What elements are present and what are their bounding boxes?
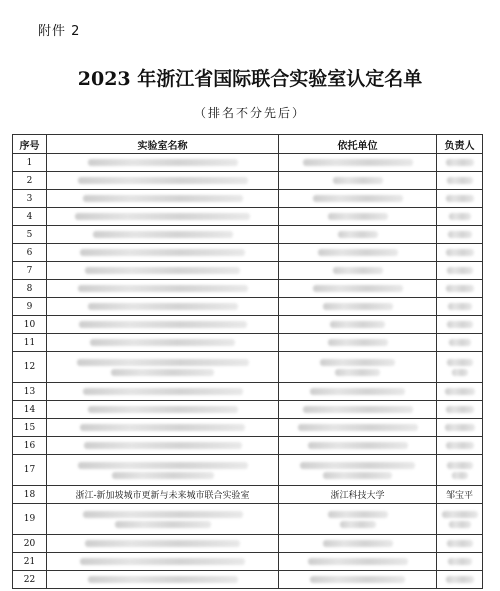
header-lab-name: 实验室名称 bbox=[47, 135, 279, 154]
redacted-text bbox=[77, 359, 249, 366]
row-number: 14 bbox=[13, 401, 47, 419]
redacted-text bbox=[85, 267, 240, 274]
redacted-text bbox=[80, 558, 245, 565]
row-number: 10 bbox=[13, 316, 47, 334]
redacted-text bbox=[318, 249, 398, 256]
lead-cell bbox=[437, 455, 483, 486]
redacted-text bbox=[320, 359, 395, 366]
row-number: 9 bbox=[13, 298, 47, 316]
host-org-cell bbox=[279, 352, 437, 383]
host-org-cell bbox=[279, 298, 437, 316]
table-row bbox=[13, 504, 483, 535]
redacted-text bbox=[313, 195, 403, 202]
redacted-text bbox=[330, 321, 385, 328]
redacted-text bbox=[447, 321, 473, 328]
redacted-text bbox=[449, 213, 471, 220]
lab-name-cell bbox=[47, 244, 279, 262]
host-org-cell bbox=[279, 553, 437, 571]
lab-name-cell bbox=[47, 208, 279, 226]
redacted-text bbox=[308, 558, 408, 565]
lab-name-cell: 浙江-新加坡城市更新与未来城市联合实验室 bbox=[47, 486, 279, 504]
lab-name-cell bbox=[47, 437, 279, 455]
host-org-cell bbox=[279, 401, 437, 419]
redacted-text bbox=[78, 285, 248, 292]
table-row bbox=[13, 486, 483, 504]
lead-cell bbox=[437, 504, 483, 535]
host-org-cell: 浙江科技大学 bbox=[279, 486, 437, 504]
redacted-text bbox=[111, 369, 214, 376]
redacted-text bbox=[83, 511, 243, 518]
table-row bbox=[13, 190, 483, 208]
redacted-text bbox=[88, 159, 238, 166]
lab-name-cell bbox=[47, 535, 279, 553]
redacted-text bbox=[449, 521, 471, 528]
redacted-text bbox=[448, 558, 472, 565]
redacted-text bbox=[323, 303, 393, 310]
host-org-cell bbox=[279, 535, 437, 553]
redacted-text bbox=[85, 540, 240, 547]
row-number: 8 bbox=[13, 280, 47, 298]
redacted-text bbox=[446, 195, 474, 202]
row-number: 13 bbox=[13, 383, 47, 401]
redacted-text bbox=[333, 177, 383, 184]
host-org-cell bbox=[279, 504, 437, 535]
redacted-text bbox=[75, 213, 250, 220]
host-org-cell bbox=[279, 383, 437, 401]
lab-name-cell bbox=[47, 401, 279, 419]
host-org-cell bbox=[279, 172, 437, 190]
redacted-text bbox=[303, 159, 413, 166]
row-number: 21 bbox=[13, 553, 47, 571]
host-org-cell bbox=[279, 280, 437, 298]
redacted-text bbox=[340, 521, 376, 528]
lead-cell bbox=[437, 208, 483, 226]
lead-cell bbox=[437, 401, 483, 419]
redacted-text bbox=[447, 359, 473, 366]
table-row bbox=[13, 352, 483, 383]
table-row bbox=[13, 298, 483, 316]
table-row bbox=[13, 172, 483, 190]
lab-name-cell bbox=[47, 419, 279, 437]
lead-cell bbox=[437, 190, 483, 208]
lead-cell bbox=[437, 553, 483, 571]
redacted-text bbox=[328, 213, 388, 220]
host-org-cell bbox=[279, 226, 437, 244]
row-number: 1 bbox=[13, 154, 47, 172]
redacted-text bbox=[84, 442, 242, 449]
table-row bbox=[13, 571, 483, 589]
host-org-cell bbox=[279, 437, 437, 455]
row-number: 11 bbox=[13, 334, 47, 352]
lead-cell bbox=[437, 226, 483, 244]
host-org-cell bbox=[279, 571, 437, 589]
redacted-text bbox=[78, 462, 248, 469]
redacted-text bbox=[452, 472, 468, 479]
redacted-text bbox=[446, 576, 474, 583]
row-number: 22 bbox=[13, 571, 47, 589]
lead-cell bbox=[437, 298, 483, 316]
row-number: 3 bbox=[13, 190, 47, 208]
table-row bbox=[13, 316, 483, 334]
redacted-text bbox=[310, 576, 405, 583]
lead-cell bbox=[437, 172, 483, 190]
lab-name-cell bbox=[47, 334, 279, 352]
lead-cell bbox=[437, 154, 483, 172]
redacted-text bbox=[446, 442, 474, 449]
redacted-text bbox=[447, 540, 473, 547]
redacted-text bbox=[446, 406, 474, 413]
header-no: 序号 bbox=[13, 135, 47, 154]
lead-cell bbox=[437, 262, 483, 280]
redacted-text bbox=[323, 540, 393, 547]
redacted-text bbox=[115, 521, 211, 528]
row-number: 7 bbox=[13, 262, 47, 280]
redacted-text bbox=[448, 303, 472, 310]
redacted-text bbox=[328, 511, 388, 518]
lead-cell bbox=[437, 535, 483, 553]
redacted-text bbox=[313, 285, 403, 292]
redacted-text bbox=[83, 195, 243, 202]
lab-name-cell bbox=[47, 352, 279, 383]
host-org-cell bbox=[279, 262, 437, 280]
redacted-text bbox=[452, 369, 468, 376]
lab-name-cell bbox=[47, 280, 279, 298]
table-row bbox=[13, 455, 483, 486]
lead-cell bbox=[437, 316, 483, 334]
row-number: 5 bbox=[13, 226, 47, 244]
table-row bbox=[13, 535, 483, 553]
attachment-label: 附件 2 bbox=[38, 24, 81, 39]
redacted-text bbox=[447, 177, 473, 184]
lab-name-cell bbox=[47, 455, 279, 486]
table-row bbox=[13, 262, 483, 280]
lead-cell bbox=[437, 383, 483, 401]
lab-name-cell bbox=[47, 504, 279, 535]
table-row bbox=[13, 208, 483, 226]
table-row bbox=[13, 419, 483, 437]
row-number: 4 bbox=[13, 208, 47, 226]
redacted-text bbox=[442, 511, 478, 518]
row-number: 19 bbox=[13, 504, 47, 535]
host-org-cell bbox=[279, 244, 437, 262]
lab-name-cell bbox=[47, 571, 279, 589]
redacted-text bbox=[300, 462, 415, 469]
lab-name-cell bbox=[47, 298, 279, 316]
lab-name-cell bbox=[47, 553, 279, 571]
document-subtitle: （排名不分先后） bbox=[193, 106, 306, 120]
host-org-cell bbox=[279, 316, 437, 334]
redacted-text bbox=[88, 406, 238, 413]
redacted-text bbox=[333, 267, 383, 274]
host-org-cell bbox=[279, 190, 437, 208]
row-number: 18 bbox=[13, 486, 47, 504]
table-row bbox=[13, 226, 483, 244]
redacted-text bbox=[90, 339, 235, 346]
redacted-text bbox=[93, 231, 233, 238]
redacted-text bbox=[78, 177, 248, 184]
redacted-text bbox=[446, 159, 474, 166]
table-row bbox=[13, 154, 483, 172]
lead-cell bbox=[437, 280, 483, 298]
row-number: 12 bbox=[13, 352, 47, 383]
redacted-text bbox=[447, 462, 473, 469]
lab-name-cell bbox=[47, 383, 279, 401]
lead-cell bbox=[437, 352, 483, 383]
redacted-text bbox=[79, 321, 247, 328]
host-org-cell bbox=[279, 334, 437, 352]
lead-cell bbox=[437, 244, 483, 262]
redacted-text bbox=[448, 231, 472, 238]
redacted-text bbox=[446, 249, 474, 256]
table-row bbox=[13, 280, 483, 298]
redacted-text bbox=[303, 406, 413, 413]
table-row bbox=[13, 437, 483, 455]
redacted-text bbox=[112, 472, 214, 479]
redacted-text bbox=[80, 424, 245, 431]
lead-cell bbox=[437, 437, 483, 455]
row-number: 17 bbox=[13, 455, 47, 486]
redacted-text bbox=[88, 303, 238, 310]
lab-name-cell bbox=[47, 226, 279, 244]
host-org-cell bbox=[279, 208, 437, 226]
lead-cell bbox=[437, 334, 483, 352]
lab-name-cell bbox=[47, 154, 279, 172]
lab-list-table bbox=[12, 134, 483, 589]
header-host-org: 依托单位 bbox=[279, 135, 437, 154]
redacted-text bbox=[328, 339, 388, 346]
table-row bbox=[13, 383, 483, 401]
redacted-text bbox=[298, 424, 418, 431]
redacted-text bbox=[446, 285, 474, 292]
host-org-cell bbox=[279, 419, 437, 437]
lead-cell bbox=[437, 419, 483, 437]
header-lead: 负责人 bbox=[437, 135, 483, 154]
redacted-text bbox=[80, 249, 245, 256]
lead-cell bbox=[437, 571, 483, 589]
redacted-text bbox=[310, 388, 405, 395]
row-number: 20 bbox=[13, 535, 47, 553]
redacted-text bbox=[445, 388, 475, 395]
row-number: 16 bbox=[13, 437, 47, 455]
redacted-text bbox=[338, 231, 378, 238]
table-row bbox=[13, 244, 483, 262]
table-row bbox=[13, 553, 483, 571]
table-header-row bbox=[13, 135, 483, 154]
row-number: 15 bbox=[13, 419, 47, 437]
redacted-text bbox=[308, 442, 408, 449]
lab-name-cell bbox=[47, 172, 279, 190]
host-org-cell bbox=[279, 154, 437, 172]
row-number: 6 bbox=[13, 244, 47, 262]
lab-name-cell bbox=[47, 190, 279, 208]
redacted-text bbox=[445, 424, 475, 431]
lab-name-cell bbox=[47, 262, 279, 280]
lead-cell: 邹宝平 bbox=[437, 486, 483, 504]
redacted-text bbox=[83, 388, 243, 395]
table-row bbox=[13, 334, 483, 352]
row-number: 2 bbox=[13, 172, 47, 190]
redacted-text bbox=[88, 576, 238, 583]
document-title: 2023 年浙江省国际联合实验室认定名单 bbox=[77, 68, 423, 90]
table-row bbox=[13, 401, 483, 419]
redacted-text bbox=[323, 472, 392, 479]
host-org-cell bbox=[279, 455, 437, 486]
redacted-text bbox=[449, 339, 471, 346]
redacted-text bbox=[447, 267, 473, 274]
lab-name-cell bbox=[47, 316, 279, 334]
redacted-text bbox=[335, 369, 380, 376]
